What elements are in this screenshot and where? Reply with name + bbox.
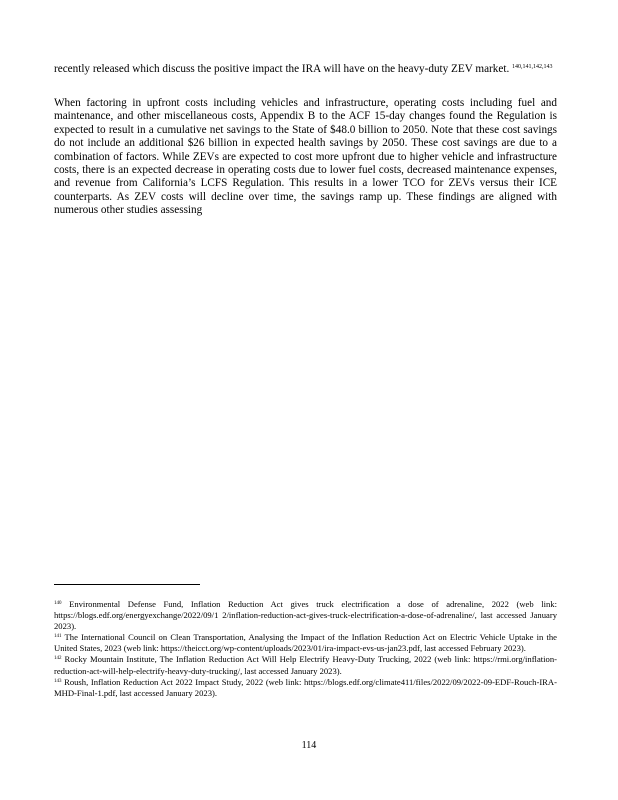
footnote-references[interactable]: 140,141,142,143	[512, 64, 553, 70]
footnote-number: 143	[54, 678, 62, 684]
page-number: 114	[301, 740, 317, 751]
footnote-number: 142	[54, 656, 62, 662]
footnotes-section	[54, 599, 557, 699]
body-paragraph-2: When factoring in upfront costs including vehicles and infrastructure, operating costs including fuel and maintenance, and other miscellaneous costs, Appendix B to the ACF 15-day changes found the Regulation is expected to result in a cumulative net savings to the State of $48.0 billion to 2050. Note that these cost savings do not include an additional $26 billion in expected health savings by 2050. These cost savings are due to a combination of factors. While ZEVs are expected to cost more upfront due to higher vehicle and infrastructure costs, there is an expected decrease in operating costs due to lower fuel costs, decreased maintenance expenses, and revenue from California’s LCFS Regulation. This results in a lower TCO for ZEVs versus their ICE counterparts. As ZEV costs will decline over time, the savings ramp up. These findings are aligned with numerous other studies assessing	[54, 97, 557, 217]
footnote-separator	[54, 584, 200, 585]
footnote-143	[54, 677, 557, 699]
footnote-text: Roush, Inflation Reduction Act 2022 Impact Study, 2022 (web link: https://blogs.edf.org/climate411/files/2022/09/2022-09-EDF-Rouch-IRA-MHD-Final-1.pdf, last accessed January 2023).	[54, 676, 557, 698]
footnote-text: The International Council on Clean Transportation, Analysing the Impact of the Inflation Reduction Act on Electric Vehicle Uptake in the United States, 2023 (web link: https://theicct.org/wp-content/uploads/2023/01/ira-impact-evs-us-jan23.pdf, last accessed February 2023).	[54, 632, 557, 654]
footnote-140	[54, 599, 557, 632]
footnote-number: 140	[54, 601, 62, 606]
footnote-number: 141	[54, 634, 62, 640]
footnote-text: Environmental Defense Fund, Inflation Reduction Act gives truck electrification a dose of adrenaline, 2022 (web link: https://blogs.edf.org/energyexchange/2022/09/1 2/inflation-reduction-act-gives-truck-electrification-a-dose-of-adrenaline/, last accessed January 2023).	[54, 599, 557, 632]
footnote-141	[54, 632, 557, 654]
body-paragraph-1	[54, 63, 557, 76]
footnote-text: Rocky Mountain Institute, The Inflation Reduction Act Will Help Electrify Heavy-Duty Trucking, 2022 (web link: https://rmi.org/inflation-reduction-act-will-help-electrify-heavy-duty-trucking/, last accessed January 2023).	[54, 654, 557, 676]
paragraph-1-text: recently released which discuss the positive impact the IRA will have on the heavy-duty ZEV market.	[54, 63, 510, 75]
footnote-142	[54, 654, 557, 676]
